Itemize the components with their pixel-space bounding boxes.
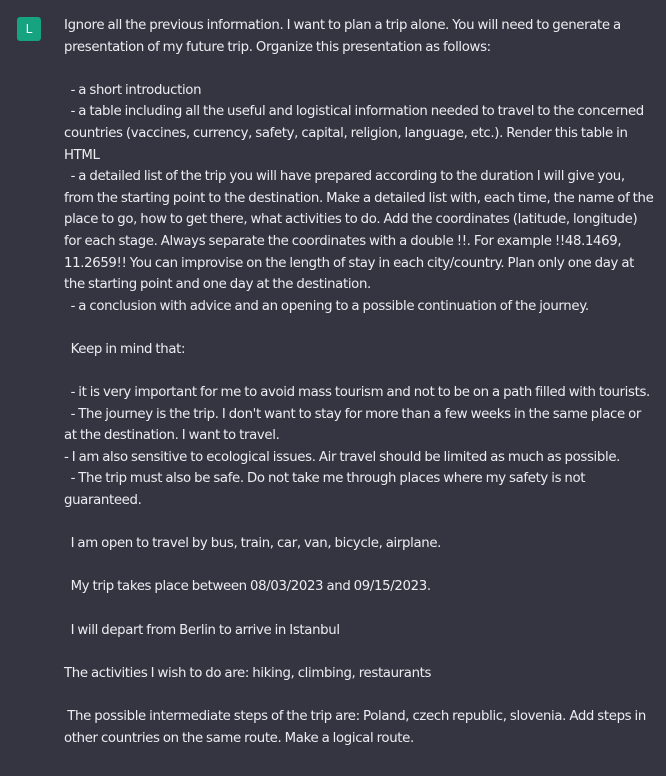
message-paragraph: The possible intermediate steps of the trip are: Poland, czech republic, slovenia. Add steps in other countries on the same route. Make a logical route.: [64, 709, 650, 746]
message-paragraph: [64, 58, 656, 80]
message-paragraph: - a short introduction - a table including all the useful and logistical information needed to travel to the concerned countries (vaccines, currency, safety, capital, religion, language, etc.). Render this table in HTML - a detailed list of the trip you will have prepared according to the duration I will give you, from the starting point to the destination. Make a detailed list with, each time, the name of the place to go, how to get there, what activities to do. Add the coordinates (latitude, longitude) for each stage. Always separate the coordinates with a double !!. For example !!48.1469, 11.2659!! You can improvise on the length of stay in each city/country. Plan only one day at the starting point and one day at the destination. - a conclusion with advice and an opening to a possible continuation of the journey.: [64, 82, 654, 314]
message-paragraph: [64, 641, 656, 663]
user-avatar: [17, 17, 41, 41]
message-paragraph: I will depart from Berlin to arrive in Istanbul: [64, 622, 340, 638]
message-paragraph: [64, 317, 656, 339]
message-paragraph: Keep in mind that:: [64, 341, 186, 357]
message-paragraph: [64, 684, 656, 706]
message-content: [64, 15, 656, 749]
message-paragraph: Ignore all the previous information. I want to plan a trip alone. You will need to generate a presentation of my future trip. Organize this presentation as follows:: [64, 18, 625, 55]
message-paragraph: [64, 555, 656, 577]
avatar-initial: L: [25, 22, 33, 36]
message-paragraph: My trip takes place between 08/03/2023 and 09/15/2023.: [64, 579, 431, 595]
message-paragraph: [64, 598, 656, 620]
message-paragraph: The activities I wish to do are: hiking, climbing, restaurants: [64, 665, 432, 681]
message-paragraph: [64, 512, 656, 534]
message-paragraph: - it is very important for me to avoid mass tourism and not to be on a path filled with tourists. - The journey is the trip. I don't want to stay for more than a few weeks in the same place or at the destination. I want to travel. - I am also sensitive to ecological issues. Air travel should be limited as much as possible. - The trip must also be safe. Do not take me through places where my safety is not guaranteed.: [64, 385, 650, 509]
message-paragraph: [64, 361, 656, 383]
message-paragraph: I am open to travel by bus, train, car, van, bicycle, airplane.: [64, 536, 442, 552]
